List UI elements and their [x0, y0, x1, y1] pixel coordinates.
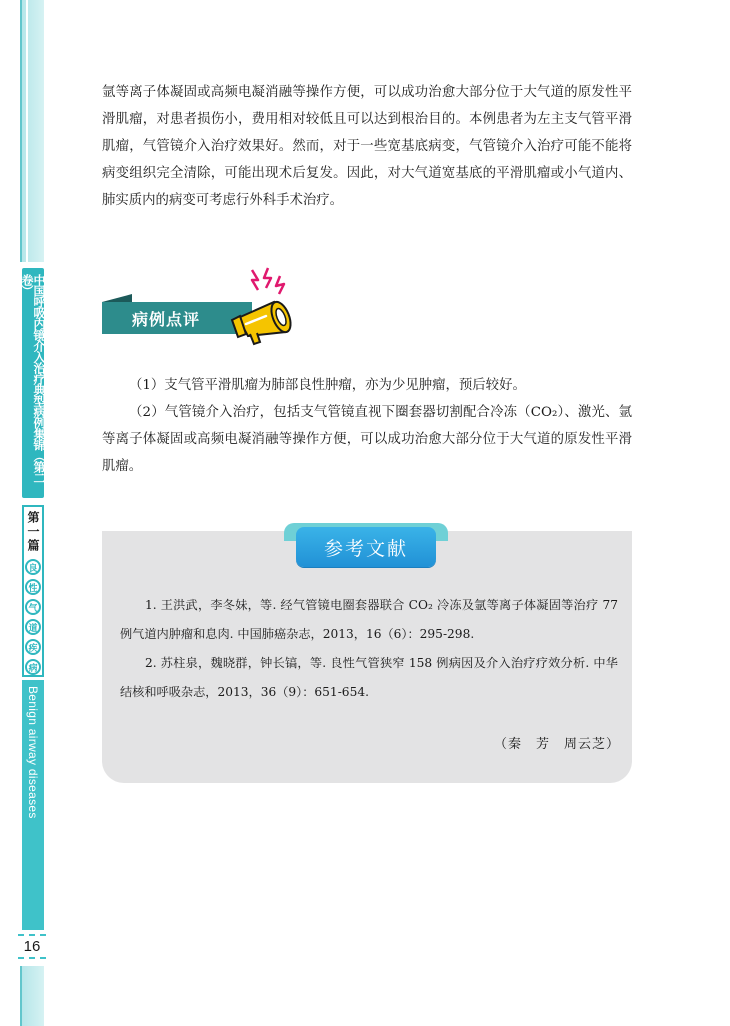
list-item: （1）支气管平滑肌瘤为肺部良性肿瘤，亦为少见肿瘤，预后较好。	[129, 378, 526, 393]
authors: （秦 芳 周云芝）	[493, 737, 620, 752]
references-tab-front	[296, 527, 436, 567]
megaphone-icon	[224, 266, 314, 346]
references-tab	[284, 523, 448, 569]
banner-fold	[102, 294, 132, 302]
sidebar	[0, 0, 46, 1026]
banner-label: 病例点评	[132, 309, 201, 329]
comment-list	[102, 372, 632, 480]
part-char: 道	[25, 619, 41, 635]
reference-item: 1. 王洪武，李冬妹，等. 经气管镜电圈套器联合 CO₂ 冷冻及氩等离子体凝固等治疗 77 例气道内肿瘤和息肉. 中国肺癌杂志，2013，16（6）：295-298.	[120, 598, 618, 641]
series-title-box	[22, 268, 44, 498]
list-item: （2）气管镜介入治疗，包括支气管镜直视下圈套器切割配合冷冻（CO₂）、激光、氩等离子体凝固或高频电凝消融等操作方便，可以成功治愈大部分位于大气道的原发性平滑肌瘤。	[102, 405, 632, 474]
reference-item: 2. 苏柱泉，魏晓群，钟长镐，等. 良性气管狭窄 158 例病因及介入治疗疗效分析. 中华结核和呼吸杂志，2013，36（9）：651-654.	[120, 656, 618, 699]
part-box	[22, 505, 44, 677]
series-title: 中国呼吸内镜介入治疗典型病例集锦（第二卷）	[20, 274, 46, 483]
part-char: 性	[25, 579, 41, 595]
body-paragraph: 氩等离子体凝固或高频电凝消融等操作方便，可以成功治愈大部分位于大气道的原发性平滑肌瘤，对患者损伤小，费用相对较低且可以达到根治目的。本例患者为左主支气管平滑肌瘤，气管镜介入治疗效果好。然而，对于一些宽基底病变，气管镜介入治疗可能不能将病变组织完全清除，可能出现术后复发。因此，对大气道宽基底的平滑肌瘤或小气道内、肺实质内的病变可考虑行外科手术治疗。	[102, 85, 632, 208]
references-title: 参考文献	[323, 537, 408, 560]
part-char: 气	[25, 599, 41, 615]
english-title-box	[22, 680, 44, 930]
sidebar-stripe-top	[20, 0, 44, 262]
references-list	[120, 591, 618, 707]
english-title: Benign airway diseases	[26, 686, 40, 819]
sidebar-stripe-bottom	[20, 966, 44, 1026]
case-comment-banner	[102, 266, 312, 346]
references-box	[102, 531, 632, 783]
part-char: 病	[25, 659, 41, 675]
part-label: 第一篇	[26, 511, 40, 553]
part-char: 良	[25, 559, 41, 575]
page-number: 16	[18, 934, 46, 959]
part-name-circles	[25, 559, 41, 675]
part-char: 疾	[25, 639, 41, 655]
